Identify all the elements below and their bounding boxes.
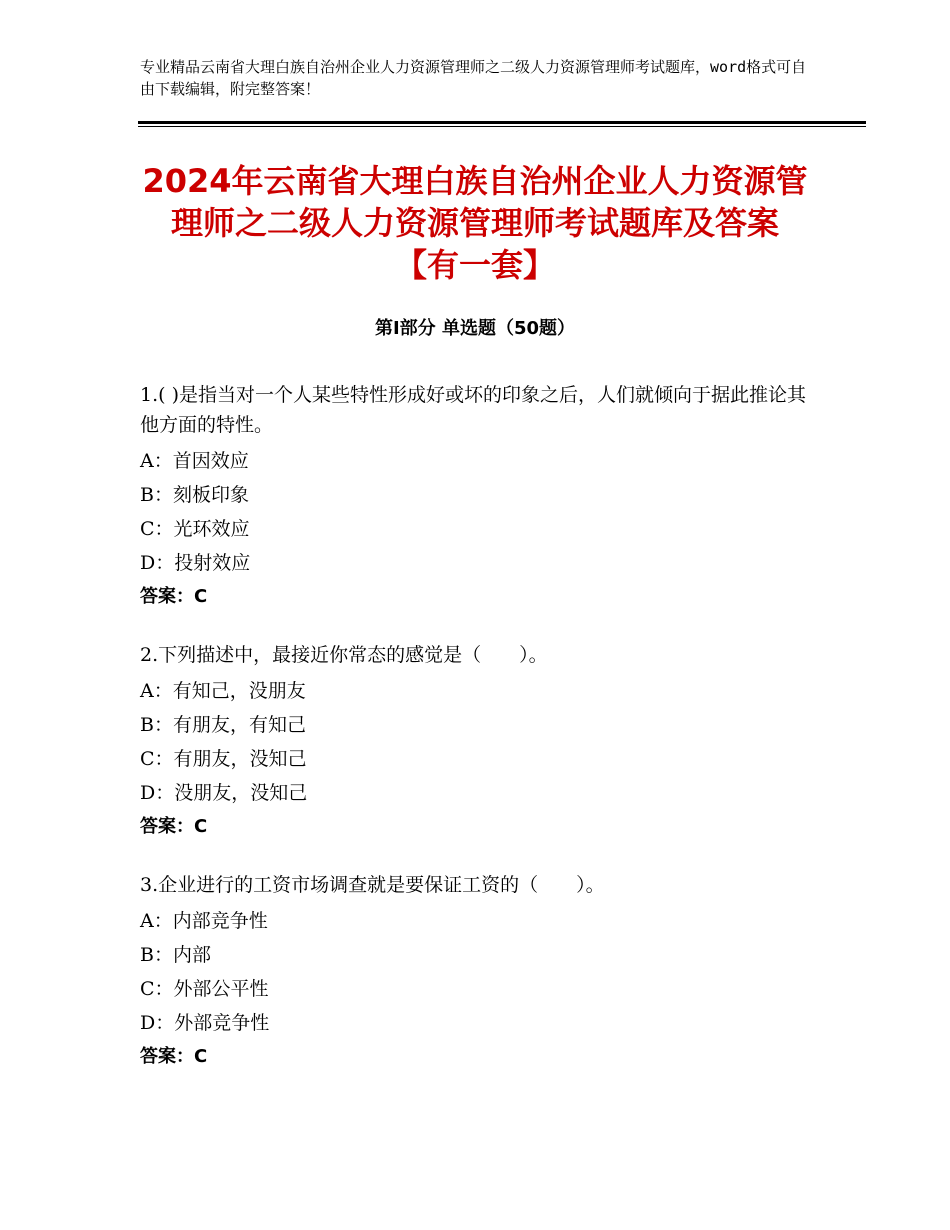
document-title: 2024年云南省大理白族自治州企业人力资源管理师之二级人力资源管理师考试题库及答案【有一套】 — [142, 162, 808, 284]
option-a: A：内部竞争性 — [140, 910, 268, 932]
answer: 答案：C — [140, 1046, 208, 1067]
option-a: A：首因效应 — [140, 450, 249, 472]
answer: 答案：C — [140, 586, 208, 607]
option-a: A：有知己，没朋友 — [140, 680, 306, 702]
question-3 — [140, 870, 810, 1074]
question-2 — [140, 640, 810, 844]
question-stem: 3.企业进行的工资市场调查就是要保证工资的（ ）。 — [140, 874, 605, 896]
option-b: B：有朋友，有知己 — [140, 714, 306, 736]
option-b: B：内部 — [140, 944, 211, 966]
option-b: B：刻板印象 — [140, 484, 249, 506]
option-d: D：外部竞争性 — [140, 1012, 270, 1034]
answer: 答案：C — [140, 816, 208, 837]
section-heading: 第Ⅰ部分 单选题（50题） — [374, 318, 575, 339]
header-divider-thin — [138, 126, 866, 127]
header-note: 专业精品云南省大理白族自治州企业人力资源管理师之二级人力资源管理师考试题库，word格式可自由下载编辑，附完整答案！ — [140, 58, 807, 98]
option-c: C：光环效应 — [140, 518, 250, 540]
question-1 — [140, 380, 810, 614]
question-list — [140, 380, 810, 1100]
option-d: D：没朋友，没知己 — [140, 782, 308, 804]
option-c: C：外部公平性 — [140, 978, 269, 1000]
question-stem: 2.下列描述中，最接近你常态的感觉是（ ）。 — [140, 644, 548, 666]
question-stem: 1.( )是指当对一个人某些特性形成好或坏的印象之后，人们就倾向于据此推论其他方面的特性。 — [140, 384, 806, 436]
header-divider-thick — [138, 121, 866, 124]
option-d: D：投射效应 — [140, 552, 251, 574]
option-c: C：有朋友，没知己 — [140, 748, 307, 770]
